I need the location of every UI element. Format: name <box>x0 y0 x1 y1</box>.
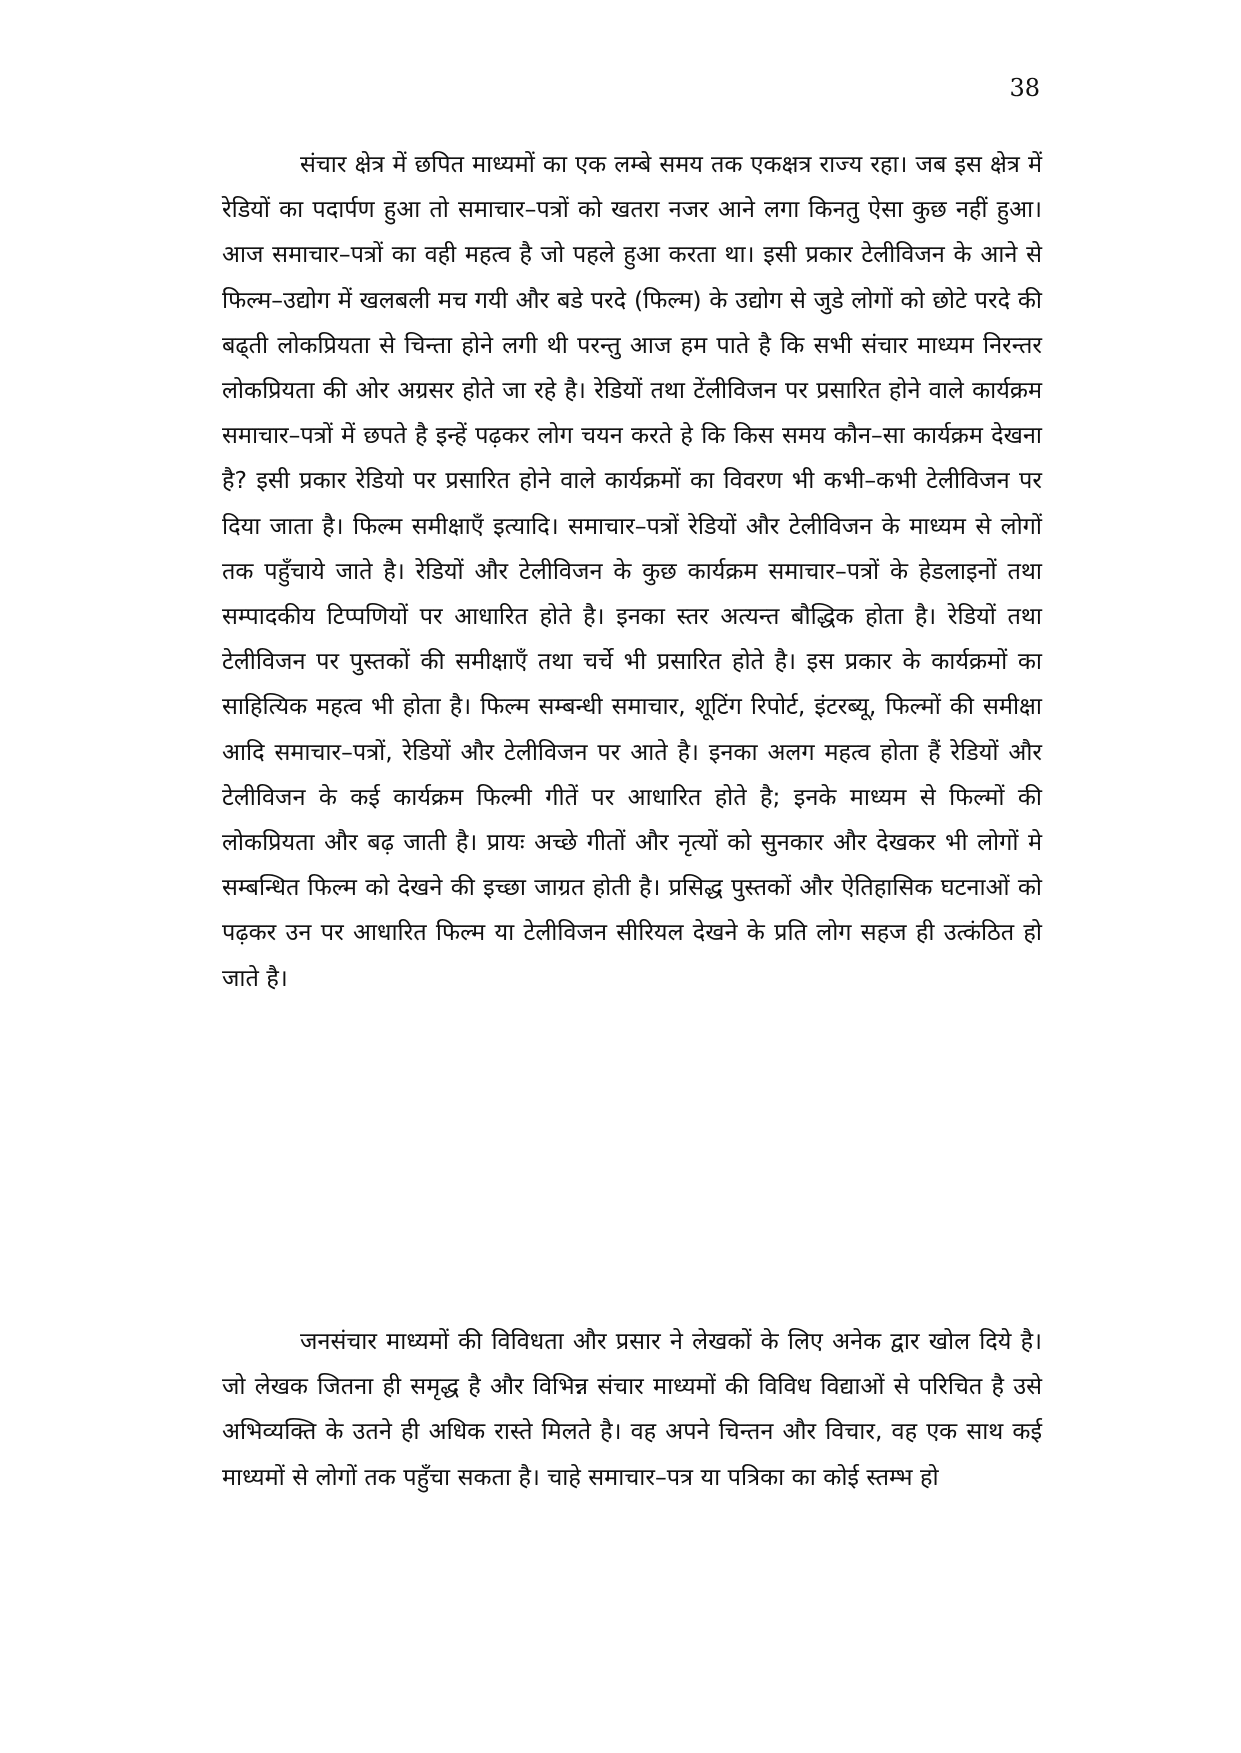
paragraph-1: संचार क्षेत्र में छपित माध्यमों का एक लम्बे समय तक एकक्षत्र राज्य रहा। जब इस क्षेत्र में रेडियों का पदार्पण हुआ तो समाचार–पत्रों को खतरा नजर आने लगा किनतु ऐसा कुछ नहीं हुआ। आज समाचार–पत्रों का वही महत्व है जो पहले हुआ करता था। इसी प्रकार टेलीविजन के आने से फिल्म–उद्योग में खलबली मच गयी और बडे परदे (फिल्म) के उद्योग से जुडे लोगों को छोटे परदे की बढ्ती लोकप्रियता से चिन्ता होने लगी थी परन्तु आज हम पाते है कि सभी संचार माध्यम निरन्तर लोकप्रियता की ओर अग्रसर होते जा रहे है। रेडियों तथा टेंलीविजन पर प्रसारित होने वाले कार्यक्रम समाचार–पत्रों में छपते है इन्हें पढ़कर लोग चयन करते हे कि किस समय कौन–सा कार्यक्रम देखना है? इसी प्रकार रेडियो पर प्रसारित होने वाले कार्यक्रमों का विवरण भी कभी–कभी टेलीविजन पर दिया जाता है। फिल्म समीक्षाएँ इत्यादि। समाचार–पत्रों रेडियों और टेलीविजन के माध्यम से लोगों तक पहुँचाये जाते है। रेडियों और टेलीविजन के कुछ कार्यक्रम समाचार–पत्रों के हेडलाइनों तथा सम्पादकीय टिप्पणियों पर आधारित होते है। इनका स्तर अत्यन्त बौद्धिक होता है। रेडियों तथा टेलीविजन पर पुस्तकों की समीक्षाएँ तथा चर्चे भी प्रसारित होते है। इस प्रकार के कार्यक्रमों का साहित्यिक महत्व भी होता है। फिल्म सम्बन्धी समाचार, शूटिंग रिपोर्ट, इंटरब्यू, फिल्मों की समीक्षा आदि समाचार–पत्रों, रेडियों और टेलीविजन पर आते है। इनका अलग महत्व होता हैं रेडियों और टेलीविजन के कई कार्यक्रम फिल्मी गीतें पर आधारित होते है; इनके माध्यम से फिल्मों की लोकप्रियता और बढ़ जाती है। प्रायः अच्छे गीतों और नृत्यों को सुनकार और देखकर भी लोगों मे सम्बन्धित फिल्म को देखने की इच्छा जाग्रत होती है। प्रसिद्ध पुस्तकों और ऐतिहासिक घटनाओं को पढ़कर उन पर आधारित फिल्म या टेलीविजन सीरियल देखने के प्रति लोग सहज ही उत्कंठित हो जाते है। <box>222 150 1042 992</box>
page-number: 38 <box>1009 74 1040 102</box>
paragraph-2: जनसंचार माध्यमों की विविधता और प्रसार ने लेखकों के लिए अनेक द्वार खोल दिये है। जो लेखक जितना ही समृद्ध है और विभिन्न संचार माध्यमों की विविध विद्याओं से परिचित है उसे अभिव्यक्ति के उतने ही अधिक रास्ते मिलते है। वह अपने चिन्तन और विचार, वह एक साथ कई माध्यमों से लोगों तक पहुँचा सकता है। चाहे समाचार–पत्र या पत्रिका का कोई स्तम्भ हो <box>222 1327 1042 1491</box>
